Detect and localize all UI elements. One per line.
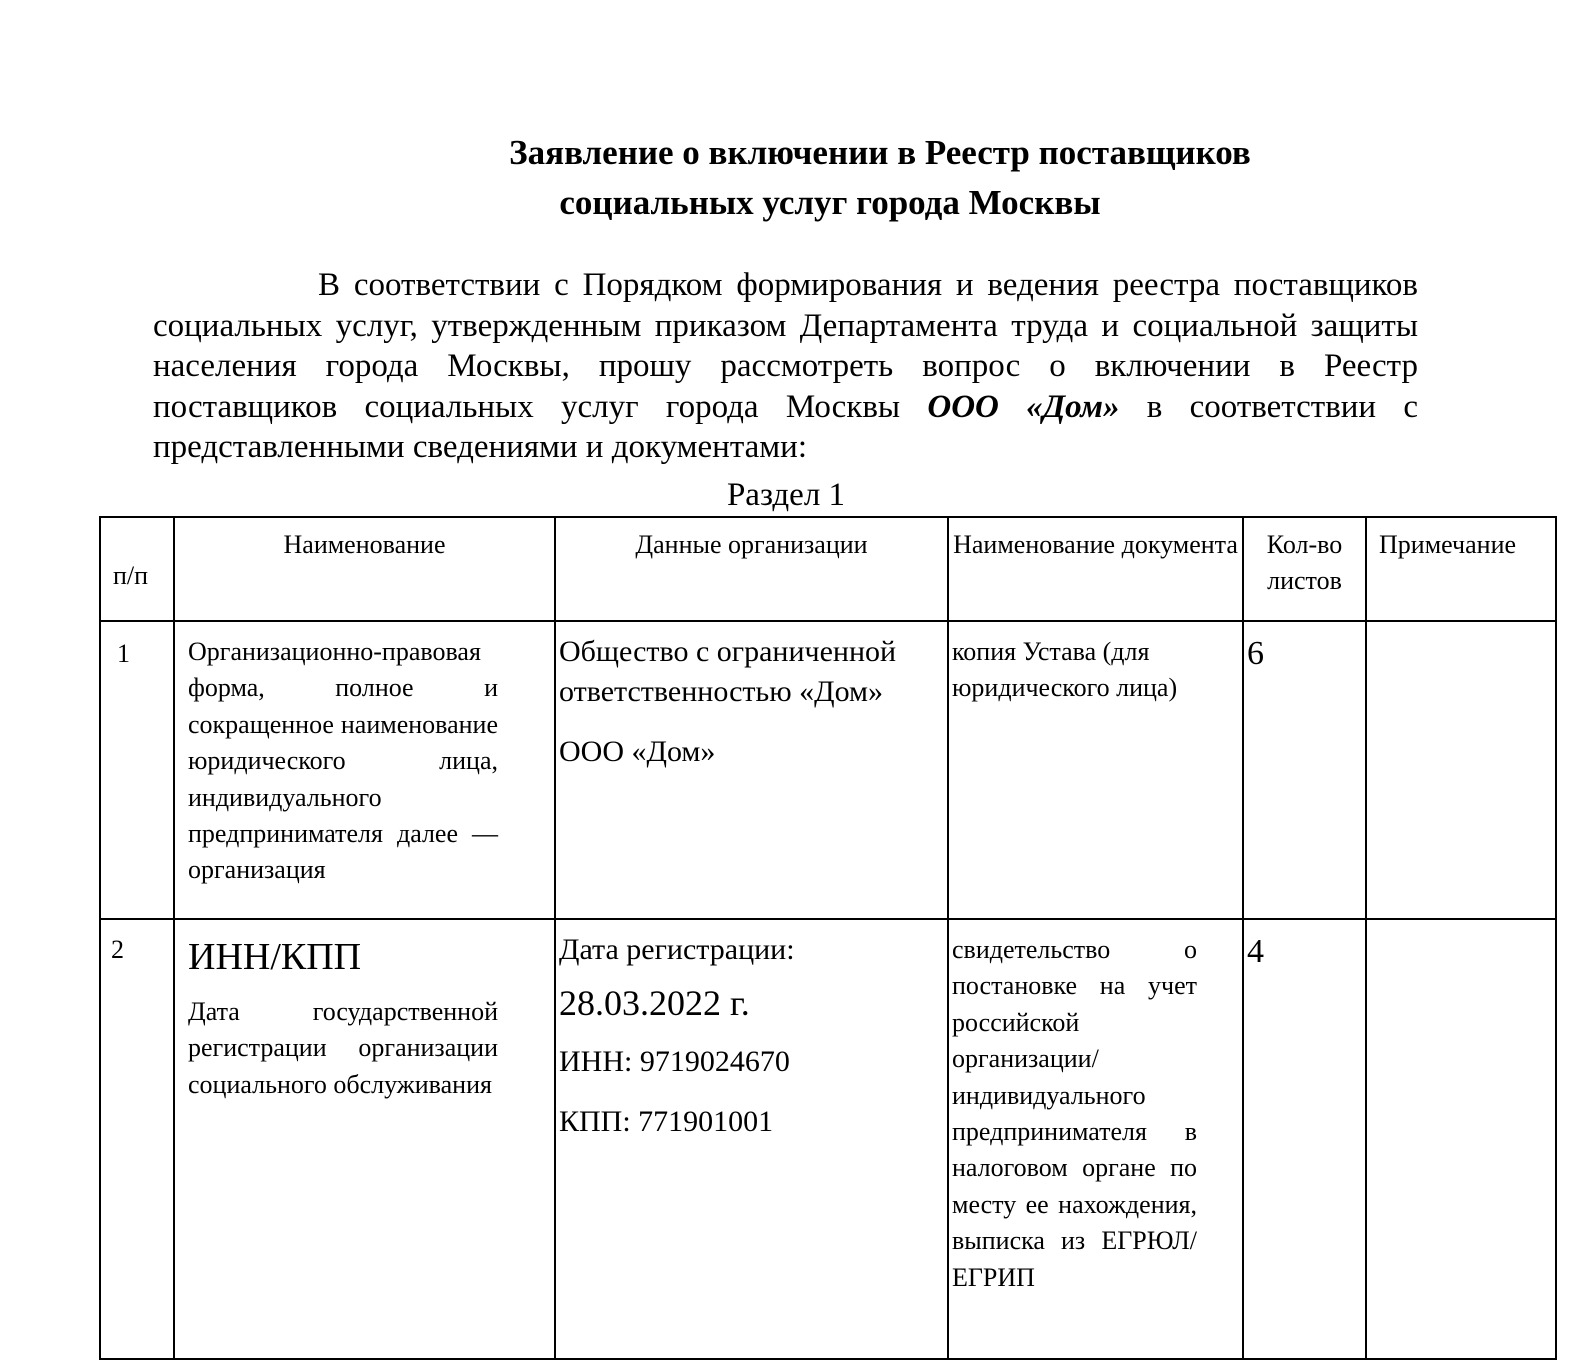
row-name	[174, 919, 555, 1359]
intro-paragraph	[153, 265, 1418, 468]
row-number: 2	[100, 919, 174, 1359]
header-name: Наименование	[174, 517, 555, 621]
row-sheet-count: 6	[1243, 621, 1366, 919]
row-note	[1366, 919, 1556, 1359]
row-number: 1	[100, 621, 174, 919]
header-sheet-count: Кол-во листов	[1243, 517, 1366, 621]
org-short-name: ООО «Дом»	[559, 735, 716, 768]
row-name-title: ИНН/КПП	[188, 936, 362, 978]
row-document: свидетельство о постановке на учет российской организации/ индивидуального предпринимателя в налоговом органе по месту ее нахождения, выписка из ЕГРЮЛ/ЕГРИП	[948, 919, 1243, 1359]
document-title-line-1: Заявление о включении в Реестр поставщиков	[509, 133, 1251, 172]
header-num: п/п	[100, 517, 174, 621]
row-sheet-count: 4	[1243, 919, 1366, 1359]
header-document-name: Наименование документа	[948, 517, 1243, 621]
header-note: Примечание	[1366, 517, 1556, 621]
document-title-line-2: социальных услуг города Москвы	[559, 183, 1101, 222]
header-org-data: Данные организации	[555, 517, 948, 621]
intro-text-after: в соответствии с представленными сведениями и документами:	[153, 388, 1418, 465]
intro-org-name: ООО «Дом»	[927, 388, 1120, 425]
row-org-data	[555, 621, 948, 919]
row-document: копия Устава (для юридического лица)	[948, 621, 1243, 919]
inn-value: ИНН: 9719024670	[559, 1045, 790, 1078]
row-name-subtitle: Дата государственной регистрации организации социального обслуживания	[188, 997, 498, 1099]
intro-text-before: В соответствии с Порядком формирования и ведения реестра поставщиков социальных услуг, утвержденным приказом Департамента труда и социальной защиты населения города Москвы, прошу рассмотреть вопрос о включении в Реестр поставщиков социальных услуг города Москвы	[153, 267, 1418, 425]
row-name: Организационно-правовая форма, полное и сокращенное наименование юридического лица, индивидуального предпринимателя далее — организация	[174, 621, 555, 919]
registration-date: 28.03.2022 г.	[559, 983, 750, 1023]
documents-table	[99, 516, 1557, 1360]
row-org-data	[555, 919, 948, 1359]
kpp-value: КПП: 771901001	[559, 1105, 774, 1138]
org-full-name: Общество с ограниченной ответственностью «Дом»	[559, 635, 897, 708]
row-note	[1366, 621, 1556, 919]
section-title: Раздел 1	[726, 477, 846, 513]
table-header-row	[100, 517, 1556, 621]
registration-label: Дата регистрации:	[559, 933, 795, 966]
table-row	[100, 919, 1556, 1359]
table-row	[100, 621, 1556, 919]
